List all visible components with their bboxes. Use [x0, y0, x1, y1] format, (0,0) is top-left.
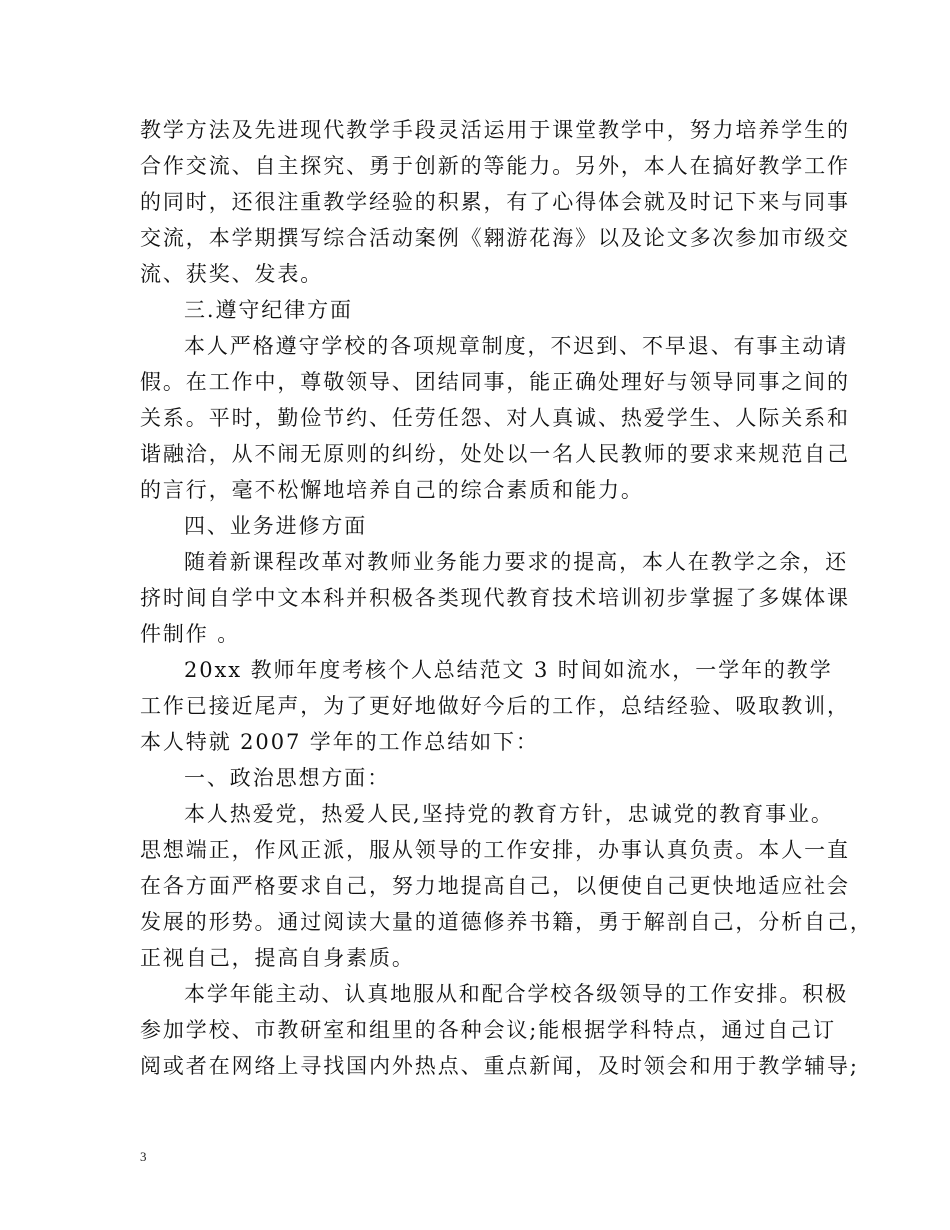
text-line: 三.遵守纪律方面 [184, 298, 353, 322]
text-line: 在各方面严格要求自己，努力地提高自己，以便使自己更快地适应社会 [140, 874, 850, 898]
text-line: 假。在工作中，尊敬领导、团结同事，能正确处理好与领导同事之间的 [140, 370, 850, 394]
text-line: 参加学校、市教研室和组里的各种会议;能根据学科特点，通过自己订 [140, 1018, 836, 1042]
text-line: 阅或者在网络上寻找国内外热点、重点新闻，及时领会和用于教学辅导; [140, 1054, 859, 1078]
page-number: 3 [140, 1149, 147, 1164]
text-line: 教学方法及先进现代教学手段灵活运用于课堂教学中，努力培养学生的 [140, 118, 850, 142]
text-line: 本人特就 2007 学年的工作总结如下： [140, 730, 539, 754]
text-line: 一、政治思想方面： [184, 766, 391, 790]
text-line: 本学年能主动、认真地服从和配合学校各级领导的工作安排。积极 [184, 982, 849, 1006]
text-line: 件制作 。 [140, 622, 241, 646]
text-line: 20xx 教师年度考核个人总结范文 3 时间如流水，一学年的教学 [184, 658, 833, 682]
text-line: 挤时间自学中文本科并积极各类现代教育技术培训初步掌握了多媒体课 [140, 586, 850, 610]
body-text [140, 112, 873, 1084]
text-line: 思想端正，作风正派，服从领导的工作安排，办事认真负责。本人一直 [140, 838, 850, 862]
text-line: 四、业务进修方面 [184, 514, 368, 538]
text-line: 谐融洽，从不闹无原则的纠纷，处处以一名人民教师的要求来规范自己 [140, 442, 850, 466]
text-line: 的言行，毫不松懈地培养自己的综合素质和能力。 [140, 478, 644, 502]
text-line: 的同时，还很注重教学经验的积累，有了心得体会就及时记下来与同事 [140, 190, 850, 214]
text-line: 流、获奖、发表。 [140, 262, 324, 286]
text-line: 正视自己，提高自身素质。 [140, 946, 415, 970]
text-line: 交流，本学期撰写综合活动案例《翱游花海》以及论文多次参加市级交 [140, 226, 850, 250]
text-line: 关系。平时，勤俭节约、任劳任怨、对人真诚、热爱学生、人际关系和 [140, 406, 850, 430]
text-line: 合作交流、自主探究、勇于创新的等能力。另外，本人在搞好教学工作 [140, 154, 850, 178]
text-line: 随着新课程改革对教师业务能力要求的提高，本人在教学之余，还 [184, 550, 849, 574]
text-line: 工作已接近尾声，为了更好地做好今后的工作，总结经验、吸取教训， [140, 694, 850, 718]
text-line: 本人热爱党，热爱人民,坚持党的教育方针，忠诚党的教育事业。 [184, 802, 834, 826]
text-line: 本人严格遵守学校的各项规章制度，不迟到、不早退、有事主动请 [184, 334, 849, 358]
text-line: 发展的形势。通过阅读大量的道德修养书籍，勇于解剖自己，分析自己， [140, 910, 873, 934]
